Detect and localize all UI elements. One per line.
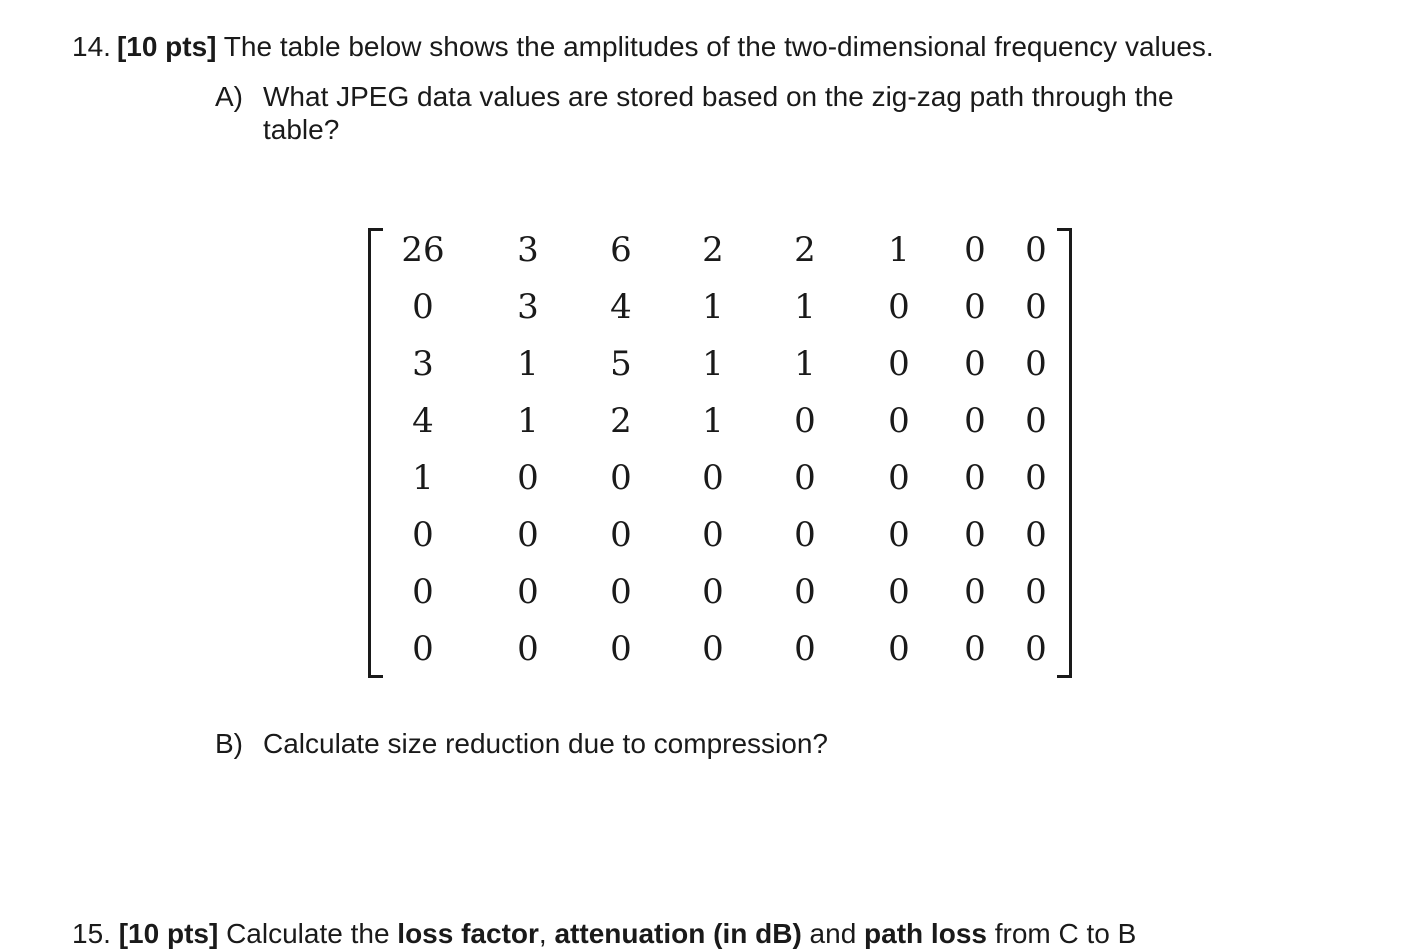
matrix-cell: 4 xyxy=(412,401,434,441)
matrix-cell: 1 xyxy=(702,344,724,384)
matrix-cell: 4 xyxy=(610,287,632,327)
matrix-cell: 0 xyxy=(888,287,910,327)
matrix-cell: 0 xyxy=(1025,515,1047,555)
matrix-cell: 2 xyxy=(794,230,816,270)
matrix-cell: 0 xyxy=(610,515,632,555)
matrix-cell: 0 xyxy=(794,572,816,612)
question-points: [10 pts] xyxy=(116,31,217,62)
matrix-cell: 0 xyxy=(517,629,539,669)
matrix-cell: 1 xyxy=(412,458,434,498)
matrix-cell: 1 xyxy=(794,344,816,384)
matrix-cell: 5 xyxy=(610,344,632,384)
matrix-cell: 1 xyxy=(517,401,539,441)
matrix-cell: 0 xyxy=(610,458,632,498)
matrix-cell: 0 xyxy=(888,515,910,555)
question-text: and xyxy=(809,918,857,949)
question-text: , xyxy=(538,918,547,949)
matrix-cell: 1 xyxy=(794,287,816,327)
question-text: The table below shows the amplitudes of the two-dimensional frequency values. xyxy=(223,31,1214,62)
question-points: [10 pts] xyxy=(118,918,219,949)
matrix-cell: 0 xyxy=(964,458,986,498)
matrix-cell: 0 xyxy=(517,515,539,555)
matrix-cell: 0 xyxy=(1025,458,1047,498)
matrix-cell: 0 xyxy=(964,230,986,270)
matrix-cell: 0 xyxy=(517,458,539,498)
matrix-cell: 0 xyxy=(964,287,986,327)
question-text: from C to B xyxy=(994,918,1137,949)
matrix-cell: 0 xyxy=(412,572,434,612)
matrix-cell: 0 xyxy=(794,629,816,669)
question-14 xyxy=(72,30,1214,64)
matrix-cell: 0 xyxy=(964,629,986,669)
matrix-cell: 0 xyxy=(702,458,724,498)
matrix-cell: 0 xyxy=(888,344,910,384)
matrix-cell: 0 xyxy=(794,458,816,498)
term-path-loss: path loss xyxy=(864,918,987,949)
part-b-text: Calculate size reduction due to compression? xyxy=(263,728,828,759)
matrix-cell: 0 xyxy=(888,458,910,498)
matrix-cell: 3 xyxy=(517,230,539,270)
matrix-cell: 0 xyxy=(794,515,816,555)
matrix-cell: 2 xyxy=(702,230,724,270)
part-b-label: B) xyxy=(215,728,243,759)
matrix-cell: 0 xyxy=(412,629,434,669)
matrix-cell: 2 xyxy=(610,401,632,441)
frequency-matrix xyxy=(368,228,1072,674)
matrix-cell: 0 xyxy=(964,515,986,555)
term-attenuation: attenuation (in dB) xyxy=(554,918,802,949)
matrix-cell: 1 xyxy=(702,401,724,441)
matrix-cell: 0 xyxy=(964,572,986,612)
matrix-cell: 0 xyxy=(888,572,910,612)
matrix-cell: 3 xyxy=(412,344,434,384)
question-text: Calculate the xyxy=(226,918,390,949)
matrix-cell: 0 xyxy=(964,401,986,441)
question-number: 15. xyxy=(72,918,111,949)
question-15 xyxy=(72,917,1136,951)
matrix-cell: 1 xyxy=(517,344,539,384)
left-bracket xyxy=(368,228,383,678)
matrix-cell: 0 xyxy=(1025,344,1047,384)
matrix-cell: 1 xyxy=(888,230,910,270)
term-loss-factor: loss factor xyxy=(397,918,539,949)
matrix-cell: 1 xyxy=(702,287,724,327)
part-a-label: A) xyxy=(215,81,243,112)
matrix-cell: 0 xyxy=(1025,629,1047,669)
matrix-cell: 0 xyxy=(794,401,816,441)
matrix-cell: 0 xyxy=(1025,287,1047,327)
matrix-cell: 0 xyxy=(412,515,434,555)
matrix-cell: 0 xyxy=(888,401,910,441)
matrix-cell: 0 xyxy=(888,629,910,669)
matrix-cell: 6 xyxy=(610,230,632,270)
question-number: 14. xyxy=(72,31,111,62)
matrix-cell: 26 xyxy=(401,230,445,270)
part-a-text: What JPEG data values are stored based on the zig-zag path through the table? xyxy=(263,81,1174,145)
matrix-cell: 3 xyxy=(517,287,539,327)
matrix-cell: 0 xyxy=(702,572,724,612)
matrix-cell: 0 xyxy=(517,572,539,612)
matrix-cell: 0 xyxy=(702,515,724,555)
matrix-cell: 0 xyxy=(964,344,986,384)
matrix-cell: 0 xyxy=(1025,572,1047,612)
matrix-cell: 0 xyxy=(610,629,632,669)
matrix-cell: 0 xyxy=(610,572,632,612)
matrix-cell: 0 xyxy=(1025,230,1047,270)
matrix-cell: 0 xyxy=(702,629,724,669)
matrix-cell: 0 xyxy=(412,287,434,327)
matrix-cell: 0 xyxy=(1025,401,1047,441)
